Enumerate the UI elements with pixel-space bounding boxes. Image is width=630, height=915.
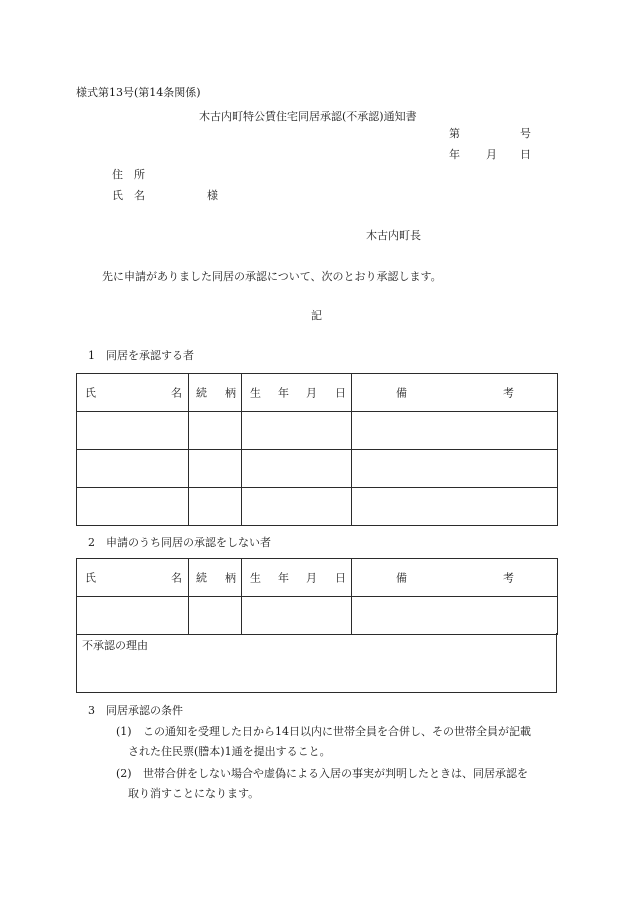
body-text: 先に申請がありました同居の承認について、次のとおり承認します。 bbox=[102, 270, 442, 283]
issuer: 木古内町長 bbox=[366, 229, 421, 242]
header-birthdate: 生 年 月 日 bbox=[242, 374, 352, 412]
form-number: 様式第13号(第14条関係) bbox=[76, 86, 201, 99]
section1-heading: 1 同居を承認する者 bbox=[88, 349, 194, 362]
rejected-persons-table bbox=[76, 558, 558, 635]
cell-relationship[interactable] bbox=[189, 412, 242, 450]
header-relationship: 続 柄 bbox=[189, 374, 242, 412]
rejection-reason-label: 不承認の理由 bbox=[82, 639, 148, 652]
condition-1-line1: この通知を受理した日から14日以内に世帯全員を合併し、その世帯全員が記載 bbox=[143, 725, 531, 738]
name-label: 氏 名 bbox=[112, 189, 145, 202]
section2-heading: 2 申請のうち同居の承認をしない者 bbox=[88, 536, 271, 549]
cell-name[interactable] bbox=[77, 412, 189, 450]
doc-number-go: 号 bbox=[520, 127, 531, 140]
date-year: 年 bbox=[449, 148, 460, 161]
table-row bbox=[77, 597, 558, 635]
cell-relationship[interactable] bbox=[189, 597, 242, 635]
document-title: 木古内町特公賃住宅同居承認(不承認)通知書 bbox=[199, 110, 417, 123]
header-remarks: 備 考 bbox=[352, 559, 558, 597]
header-remarks: 備 考 bbox=[352, 374, 558, 412]
cell-remarks[interactable] bbox=[352, 488, 558, 526]
condition-2-number: (2) bbox=[116, 767, 132, 780]
table-row bbox=[77, 488, 558, 526]
table-row bbox=[77, 450, 558, 488]
ki-label: 記 bbox=[311, 309, 322, 322]
cell-birthdate[interactable] bbox=[242, 597, 352, 635]
table-row bbox=[77, 412, 558, 450]
rejection-reason-box[interactable] bbox=[76, 633, 557, 693]
approved-persons-table bbox=[76, 373, 558, 526]
cell-relationship[interactable] bbox=[189, 488, 242, 526]
section3-heading: 3 同居承認の条件 bbox=[88, 704, 183, 717]
condition-1-line2: された住民票(謄本)1通を提出すること。 bbox=[128, 745, 331, 758]
doc-number-dai: 第 bbox=[449, 127, 460, 140]
cell-birthdate[interactable] bbox=[242, 412, 352, 450]
header-relationship: 続 柄 bbox=[189, 559, 242, 597]
header-birthdate: 生 年 月 日 bbox=[242, 559, 352, 597]
date-month: 月 bbox=[486, 148, 497, 161]
cell-relationship[interactable] bbox=[189, 450, 242, 488]
condition-2-line1: 世帯合併をしない場合や虚偽による入居の事実が判明したときは、同居承認を bbox=[143, 767, 528, 780]
header-name: 氏 名 bbox=[77, 374, 189, 412]
header-name: 氏 名 bbox=[77, 559, 189, 597]
cell-birthdate[interactable] bbox=[242, 450, 352, 488]
cell-remarks[interactable] bbox=[352, 412, 558, 450]
table-header-row bbox=[77, 374, 558, 412]
cell-birthdate[interactable] bbox=[242, 488, 352, 526]
date-day: 日 bbox=[520, 148, 531, 161]
honorific: 様 bbox=[207, 189, 218, 202]
address-label: 住 所 bbox=[112, 168, 145, 181]
condition-2-line2: 取り消すことになります。 bbox=[128, 787, 260, 800]
cell-remarks[interactable] bbox=[352, 450, 558, 488]
table-header-row bbox=[77, 559, 558, 597]
cell-remarks[interactable] bbox=[352, 597, 558, 635]
cell-name[interactable] bbox=[77, 450, 189, 488]
cell-name[interactable] bbox=[77, 488, 189, 526]
condition-1-number: (1) bbox=[116, 725, 132, 738]
cell-name[interactable] bbox=[77, 597, 189, 635]
